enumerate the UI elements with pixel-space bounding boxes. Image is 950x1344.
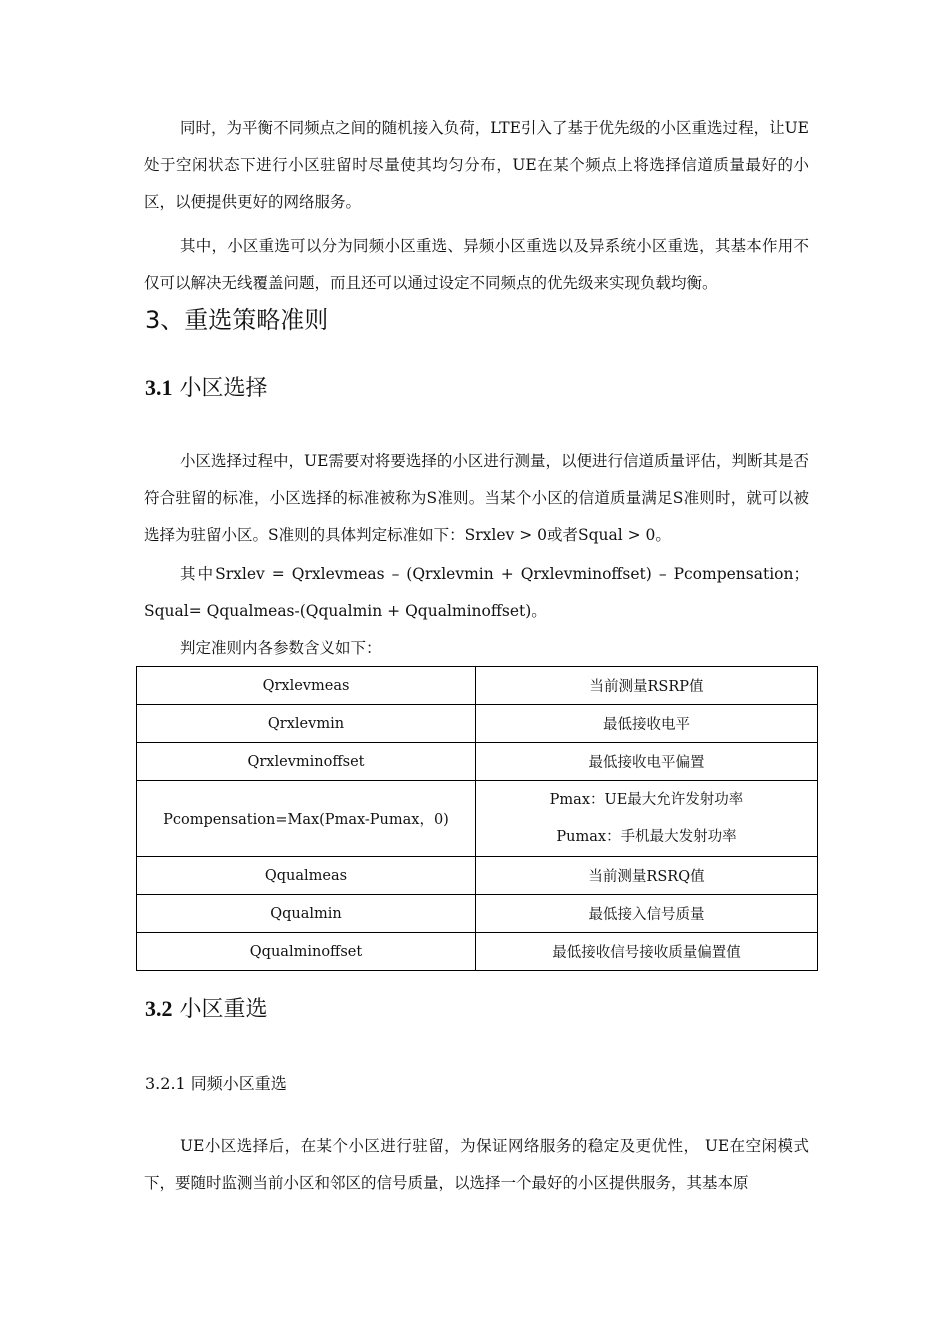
param-meaning-cell: 最低接收电平偏置 — [476, 743, 818, 781]
section-3-1-paragraph-3: 判定准则内各参数含义如下： — [180, 639, 382, 657]
param-meaning-line: Pmax：UE最大允许发射功率 — [549, 791, 744, 808]
param-name-cell: Qqualminoffset — [137, 933, 476, 971]
table-row — [137, 781, 818, 857]
param-meaning-cell: 最低接收电平 — [476, 705, 818, 743]
section-3-2-1-paragraph: UE小区选择后，在某个小区进行驻留，为保证网络服务的稳定及更优性， UE在空闲模式下，要随时监测当前小区和邻区的信号质量，以选择一个最好的小区提供服务，其基本原 — [144, 1137, 809, 1192]
section-3-2-heading — [145, 991, 268, 1028]
table-row — [137, 933, 818, 971]
param-name-cell: Qrxlevmin — [137, 705, 476, 743]
param-name-cell: Qrxlevminoffset — [137, 743, 476, 781]
param-meaning-cell: 当前测量RSRQ值 — [476, 857, 818, 895]
param-meaning-cell: 当前测量RSRP值 — [476, 667, 818, 705]
intro-paragraph-2: 其中，小区重选可以分为同频小区重选、异频小区重选以及异系统小区重选，其基本作用不仅可以解决无线覆盖问题，而且还可以通过设定不同频点的优先级来实现负载均衡。 — [144, 237, 809, 292]
section-3-1-heading — [145, 370, 268, 407]
section-3-1-number: 3.1 — [145, 375, 173, 400]
section-3-2-number: 3.2 — [145, 996, 173, 1021]
param-meaning-cell — [476, 781, 818, 857]
param-meaning-cell: 最低接收信号接收质量偏置值 — [476, 933, 818, 971]
param-name-cell: Qqualmin — [137, 895, 476, 933]
section-3-1-title: 小区选择 — [179, 376, 268, 401]
param-name-cell: Qqualmeas — [137, 857, 476, 895]
table-row — [137, 857, 818, 895]
section-3-heading: 3、重选策略准则 — [145, 306, 329, 334]
parameter-table — [136, 666, 818, 971]
table-row — [137, 705, 818, 743]
param-meaning-cell: 最低接入信号质量 — [476, 895, 818, 933]
param-name-cell: Pcompensation=Max(Pmax-Pumax，0) — [137, 781, 476, 857]
section-3-1-paragraph-1: 小区选择过程中，UE需要对将要选择的小区进行测量，以便进行信道质量评估，判断其是否符合驻留的标准，小区选择的标准被称为S准则。当某个小区的信道质量满足S准则时，就可以被选择为驻留小区。S准则的具体判定标准如下：Srxlev > 0或者Squal > 0。 — [144, 452, 809, 544]
section-3-1-paragraph-2: 其中Srxlev = Qrxlevmeas – (Qrxlevmin + Qrxlevminoffset) – Pcompensation；Squal= Qqualmeas-(Qqualmin + Qqualminoffset)。 — [144, 565, 809, 620]
param-name-cell: Qrxlevmeas — [137, 667, 476, 705]
section-3-2-title: 小区重选 — [179, 997, 268, 1022]
table-row — [137, 743, 818, 781]
table-row — [137, 667, 818, 705]
section-3-2-1-heading: 3.2.1 同频小区重选 — [145, 1074, 287, 1093]
param-meaning-line: Pumax：手机最大发射功率 — [556, 828, 737, 845]
table-row — [137, 895, 818, 933]
intro-paragraph-1: 同时，为平衡不同频点之间的随机接入负荷，LTE引入了基于优先级的小区重选过程，让UE处于空闲状态下进行小区驻留时尽量使其均匀分布，UE在某个频点上将选择信道质量最好的小区，以便提供更好的网络服务。 — [144, 119, 809, 211]
